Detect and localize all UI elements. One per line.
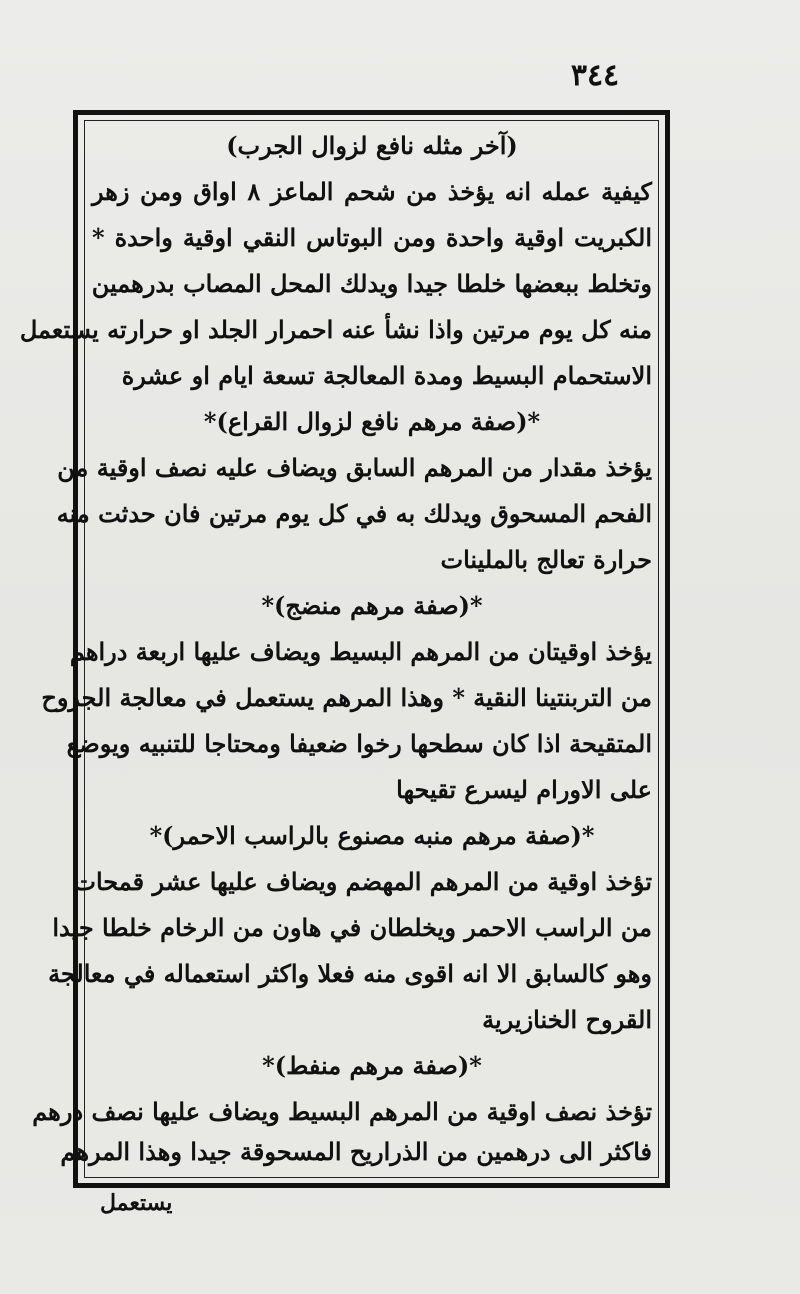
text-line: منه كل يوم مرتين واذا نشأ عنه احمرار الجلد او حرارته يستعمل <box>19 315 652 344</box>
text-line: كيفية عمله انه يؤخذ من شحم الماعز ٨ اواق ومن زهر <box>92 177 652 206</box>
text-line: تؤخذ اوقية من المرهم المهضم ويضاف عليها عشر قمحات <box>73 867 652 896</box>
section-heading: *(صفة مرهم منفط)* <box>262 1051 482 1080</box>
section-heading: *(صفة مرهم منبه مصنوع بالراسب الاحمر)* <box>149 821 595 850</box>
text-line: فاكثر الى درهمين من الذراريح المسحوقة جيدا وهذا المرهم <box>60 1137 652 1166</box>
catchword: يستعمل <box>100 1190 173 1216</box>
text-line: على الاورام ليسرع تقيحها <box>396 775 652 804</box>
text-line: من التربنتينا النقية * وهذا المرهم يستعمل في معالجة الجروح <box>41 683 652 712</box>
text-line: المتقيحة اذا كان سطحها رخوا ضعيفا ومحتاجا للتنبيه ويوضع <box>66 729 652 758</box>
section-heading: (آخر مثله نافع لزوال الجرب) <box>226 131 518 160</box>
text-line: وهو كالسابق الا انه اقوى منه فعلا واكثر استعماله في معالجة <box>48 959 652 988</box>
section-heading: *(صفة مرهم نافع لزوال القراع)* <box>203 407 541 436</box>
page-number: ٣٤٤ <box>570 58 620 93</box>
text-line: القروح الخنازيرية <box>482 1005 652 1034</box>
text-block <box>19 124 652 1174</box>
text-line: تؤخذ نصف اوقية من المرهم البسيط ويضاف عليها نصف درهم <box>32 1097 652 1126</box>
text-line: يؤخذ اوقيتان من المرهم البسيط ويضاف عليها اربعة دراهم <box>69 637 652 666</box>
text-line: وتخلط ببعضها خلطا جيدا ويدلك المحل المصاب بدرهمين <box>91 269 652 298</box>
text-line: الكبريت اوقية واحدة ومن البوتاس النقي اوقية واحدة * <box>92 223 652 252</box>
text-line: من الراسب الاحمر ويخلطان في هاون من الرخام خلطا جيدا <box>52 913 652 942</box>
text-line: يؤخذ مقدار من المرهم السابق ويضاف عليه نصف اوقية من <box>57 453 652 482</box>
text-line: الاستحمام البسيط ومدة المعالجة تسعة ايام او عشرة <box>121 361 652 390</box>
text-line: حرارة تعالج بالملينات <box>440 545 652 574</box>
section-heading: *(صفة مرهم منضج)* <box>261 591 483 620</box>
text-line: الفحم المسحوق ويدلك به في كل يوم مرتين فان حدثت منه <box>56 499 652 528</box>
